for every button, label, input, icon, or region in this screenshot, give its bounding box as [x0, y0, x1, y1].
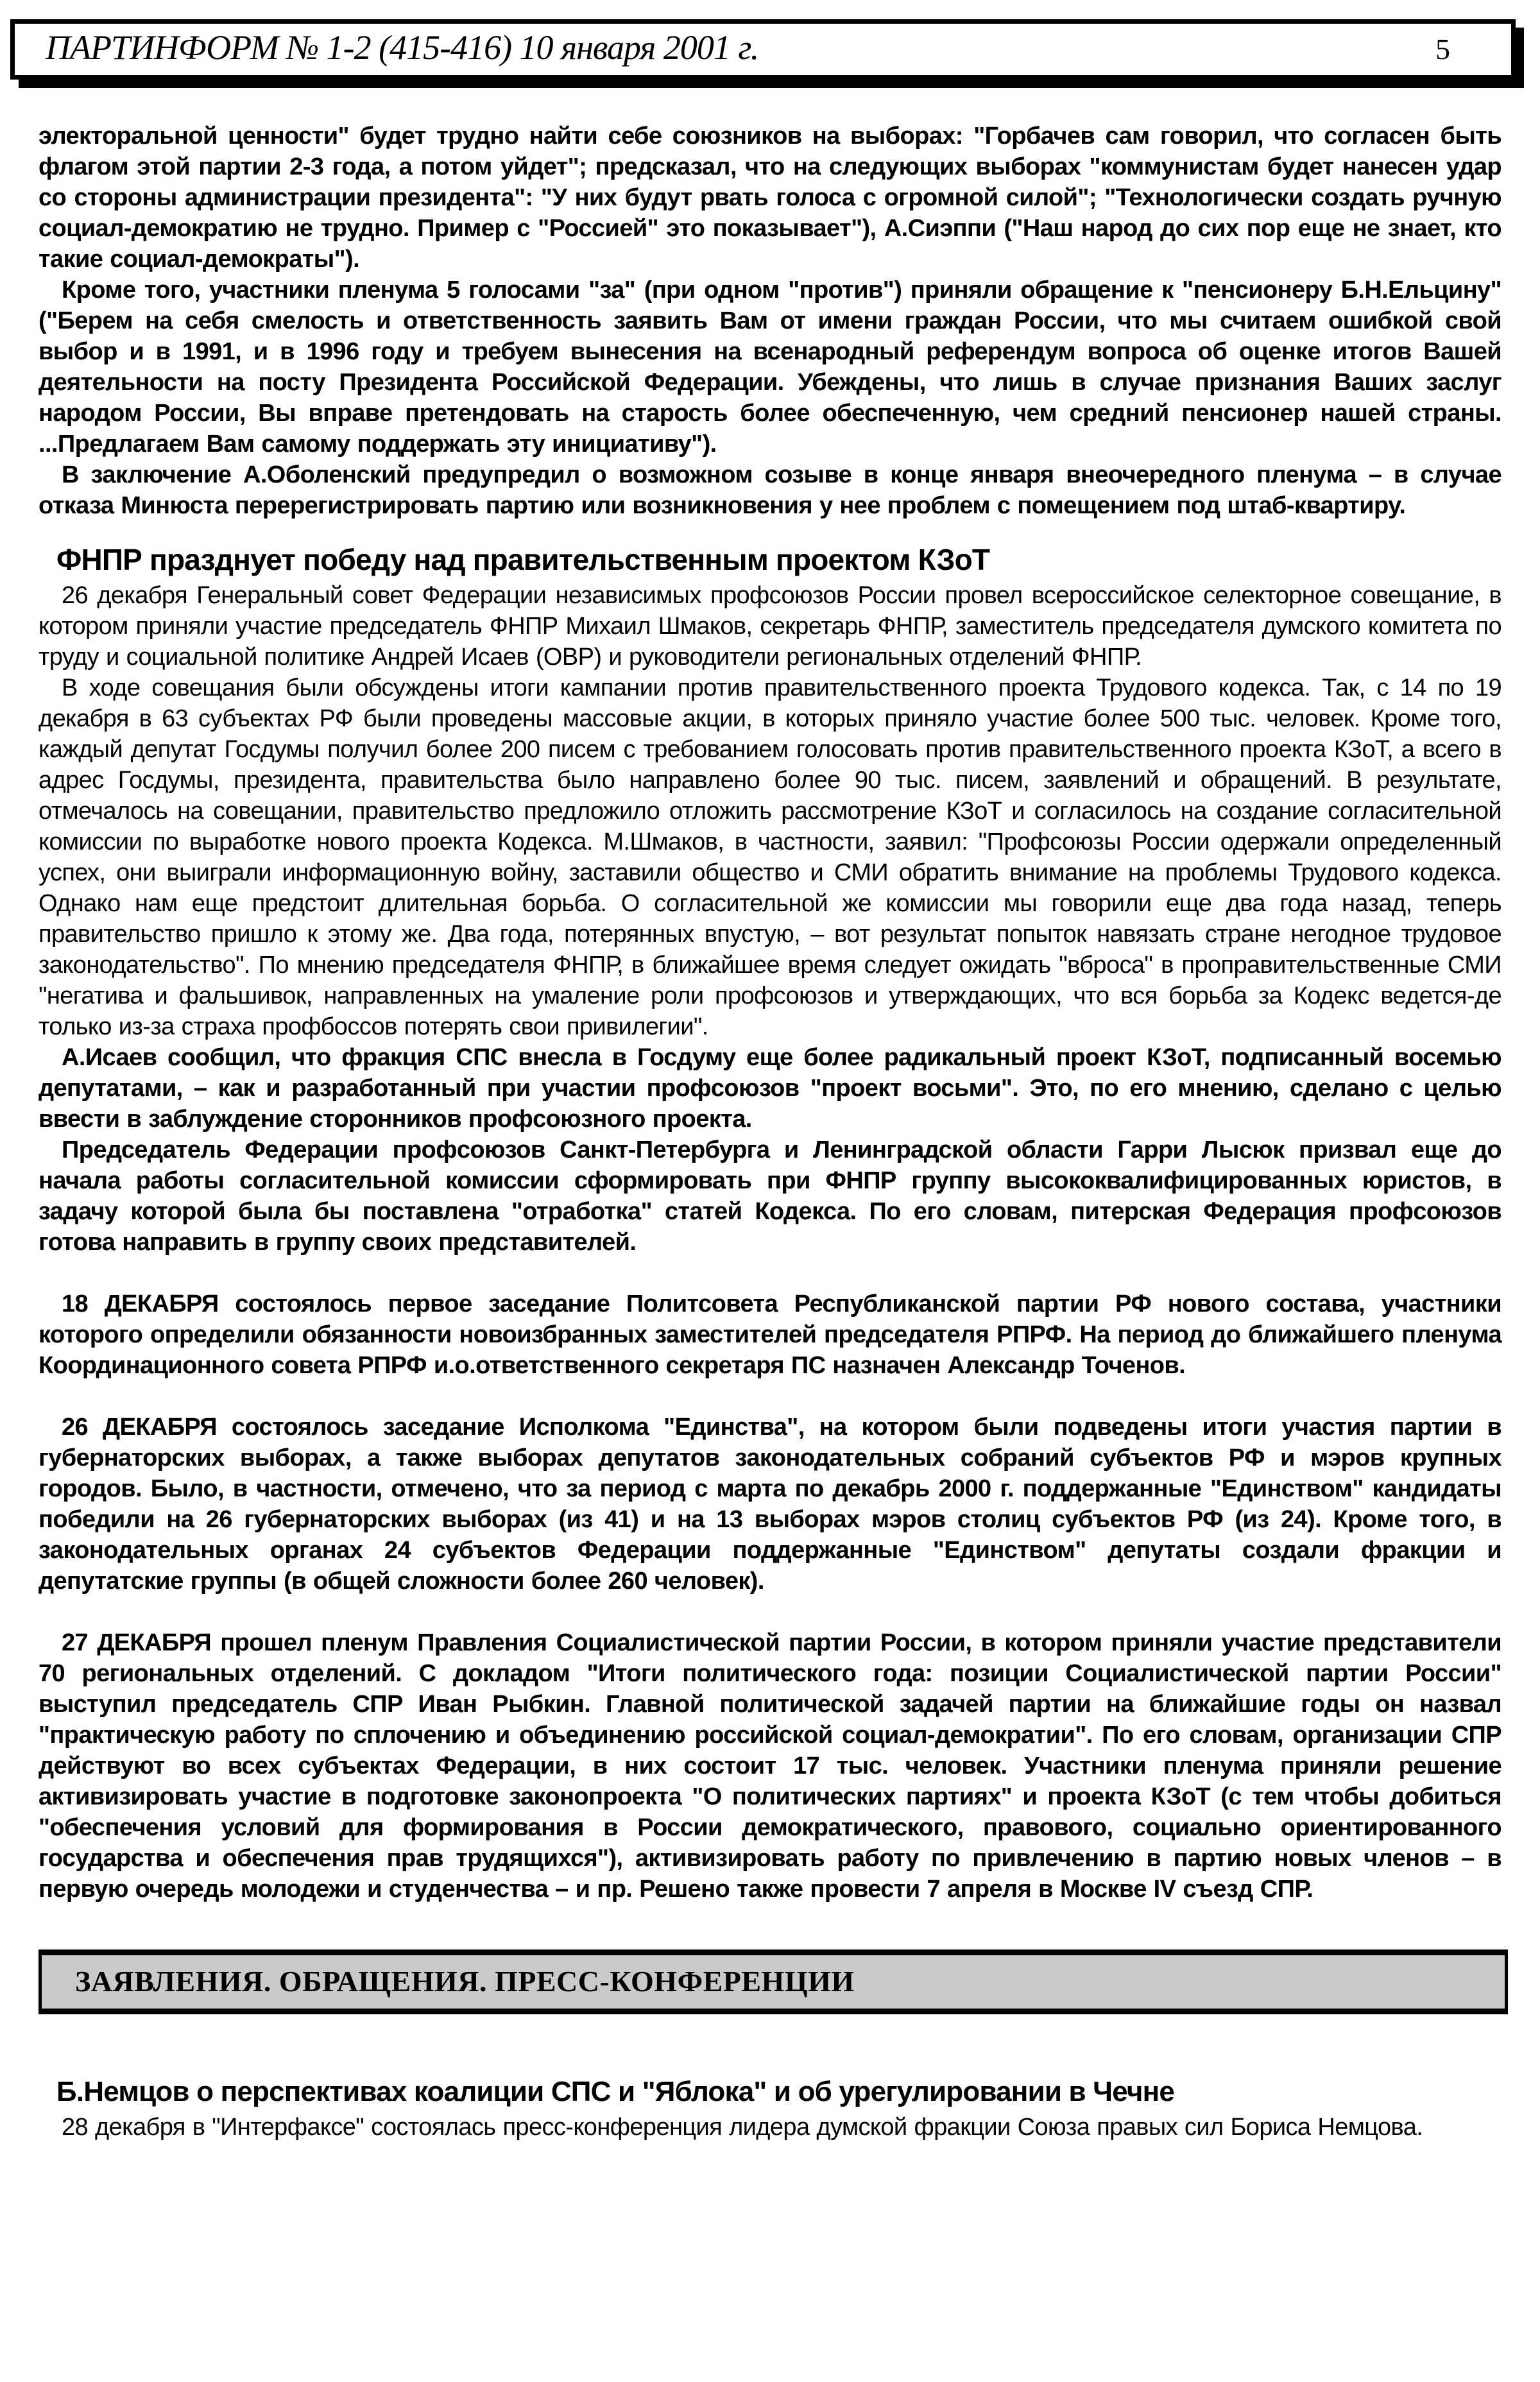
- nemtsov-article-heading: Б.Немцов о перспективах коалиции СПС и "Яблока" и об урегулировании в Чечне: [56, 2076, 1175, 2107]
- fnpr-paragraph-2: В ходе совещания были обсуждены итоги кампании против правительственного проекта Трудового кодекса. Так, с 14 по 19 декабря в 63 субъектах РФ были проведены массовые акции, в которых приняло участие более 500 тыс. человек. Кроме того, каждый депутат Госдумы получил более 200 писем с требованием голосовать против правительственного проекта КЗоТ, а всего в адрес Госдумы, президента, правительства было направлено более 90 тыс. писем, заявлений и обращений. В результате, отмечалось на совещании, правительство предложило отложить рассмотрение КЗоТ и согласилось на создание согласительной комиссии по выработке нового проекта Кодекса. М.Шмаков, в частности, заявил: "Профсоюзы России одержали определенный успех, они выиграли информационную войну, заставили общество и СМИ обратить внимание на проблемы Трудового кодекса. Однако нам еще предстоит длительная борьба. О согласительной же комиссии мы говорили еще два года назад, теперь правительство пришло к этому же. Два года, потерянных впустую, – вот результат попыток навязать стране негодное трудовое законодательство". По мнению председателя ФНПР, в ближайшее время следует ожидать "вброса" в проправительственные СМИ "негатива и фальшивок, направленных на умаление роли профсоюзов и утверждающих, что вся борьба за Кодекс ведется-де только из-за страха профбоссов потерять свои привилегии".: [38, 674, 1502, 1040]
- section-bar-title: ЗАЯВЛЕНИЯ. ОБРАЩЕНИЯ. ПРЕСС-КОНФЕРЕНЦИИ: [75, 1965, 855, 1998]
- fnpr-paragraph-1: 26 декабря Генеральный совет Федерации независимых профсоюзов России провел всероссийское селекторное совещание, в котором приняли участие председатель ФНПР Михаил Шмаков, секретарь ФНПР, заместитель председателя думского комитета по труду и социальной политике Андрей Исаев (ОВР) и руководители региональных отделений ФНПР.: [38, 582, 1502, 671]
- section-bar: [38, 1949, 1508, 2014]
- intro-paragraph-3: В заключение А.Оболенский предупредил о возможном созыве в конце января внеочередного пленума – в случае отказа Минюста перерегистрировать партию или возникновения у нее проблем с помещением под штаб-квартиру.: [38, 461, 1502, 519]
- news-item-dec26: 26 ДЕКАБРЯ состоялось заседание Исполкома "Единства", на котором были подведены итоги участия партии в губернаторских выборах, а также выборах депутатов законодательных собраний субъектов РФ и мэров крупных городов. Было, в частности, отмечено, что за период с марта по декабрь 2000 г. поддержанные "Единством" кандидаты победили на 26 губернаторских выборах (из 41) и на 13 выборах мэров столиц субъектов РФ (из 24). Кроме того, в законодательных органах 24 субъектов Федерации поддержанные "Единством" депутаты создали фракции и депутатские группы (в общей сложности более 260 человек).: [38, 1414, 1502, 1595]
- fnpr-article-heading: ФНПР празднует победу над правительственным проектом КЗоТ: [56, 543, 990, 576]
- nemtsov-paragraph-1: 28 декабря в "Интерфаксе" состоялась пресс-конференция лидера думской фракции Союза правых сил Бориса Немцова.: [62, 2114, 1423, 2141]
- fnpr-paragraph-4: Председатель Федерации профсоюзов Санкт-Петербурга и Ленинградской области Гарри Лысюк призвал еще до начала работы согласительной комиссии сформировать при ФНПР группу высококвалифицированных юристов, в задачу которой была бы поставлена "отработка" статей Кодекса. По его словам, питерская Федерация профсоюзов готова направить в группу своих представителей.: [38, 1136, 1502, 1256]
- masthead: [10, 19, 1516, 80]
- intro-paragraph-2: Кроме того, участники пленума 5 голосами "за" (при одном "против") приняли обращение к "пенсионеру Б.Н.Ельцину" ("Берем на себя смелость и ответственность заявить Вам от имени граждан России, что мы считаем ошибкой свой выбор и в 1991, и в 1996 году и требуем вынесения на всенародный референдум вопроса об оценке итогов Вашей деятельности на посту Президента Российской Федерации. Убеждены, что лишь в случае признания Ваших заслуг народом России, Вы вправе претендовать на старость более обеспеченную, чем средний пенсионер нашей страны. ...Предлагаем Вам самому поддержать эту инициативу").: [38, 277, 1502, 458]
- intro-paragraph-1: электоральной ценности" будет трудно найти себе союзников на выборах: "Горбачев сам говорил, что согласен быть флагом этой партии 2-3 года, а потом уйдет"; предсказал, что на следующих выборах "коммунистам будет нанесен удар со стороны администрации президента": "У них будут рвать голоса с огромной силой"; "Технологически создать ручную социал-демократию не трудно. Пример с "Россией" это показывает"), А.Сиэппи ("Наш народ до сих пор еще не знает, кто такие социал-демократы").: [38, 123, 1502, 273]
- news-item-dec27: 27 ДЕКАБРЯ прошел пленум Правления Социалистической партии России, в котором приняли участие представители 70 региональных отделений. С докладом "Итоги политического года: позиции Социалистической партии России" выступил председатель СПР Иван Рыбкин. Главной политической задачей партии на ближайшие годы он назвал "практическую работу по сплочению и объединению российской социал-демократии". По его словам, организации СПР действуют во всех субъектах Федерации, в них состоит 17 тыс. человек. Участники пленума приняли решение активизировать участие в подготовке законопроекта "О политических партиях" и проекта КЗоТ (с тем чтобы добиться "обеспечения условий для формирования в России демократического, правового, социально ориентированного государства и обеспечения прав трудящихся"), активизировать работу по привлечению в партию новых членов – в первую очередь молодежи и студенчества – и пр. Решено также провести 7 апреля в Москве IV съезд СПР.: [38, 1629, 1502, 1903]
- news-item-dec18: 18 ДЕКАБРЯ состоялось первое заседание Политсовета Республиканской партии РФ нового состава, участники которого определили обязанности новоизбранных заместителей председателя РПРФ. На период до ближайшего пленума Координационного совета РПРФ и.о.ответственного секретаря ПС назначен Александр Точенов.: [38, 1290, 1502, 1379]
- fnpr-paragraph-3: А.Исаев сообщил, что фракция СПС внесла в Госдуму еще более радикальный проект КЗоТ, подписанный восемью депутатами, – как и разработанный при участии профсоюзов "проект восьми". Это, по его мнению, сделано с целью ввести в заблуждение сторонников профсоюзного проекта.: [38, 1044, 1502, 1133]
- journal-title: ПАРТИНФОРМ № 1-2 (415-416) 10 января 2001 г.: [46, 28, 759, 67]
- body-column: [38, 121, 1502, 2143]
- page-number: 5: [1435, 33, 1450, 65]
